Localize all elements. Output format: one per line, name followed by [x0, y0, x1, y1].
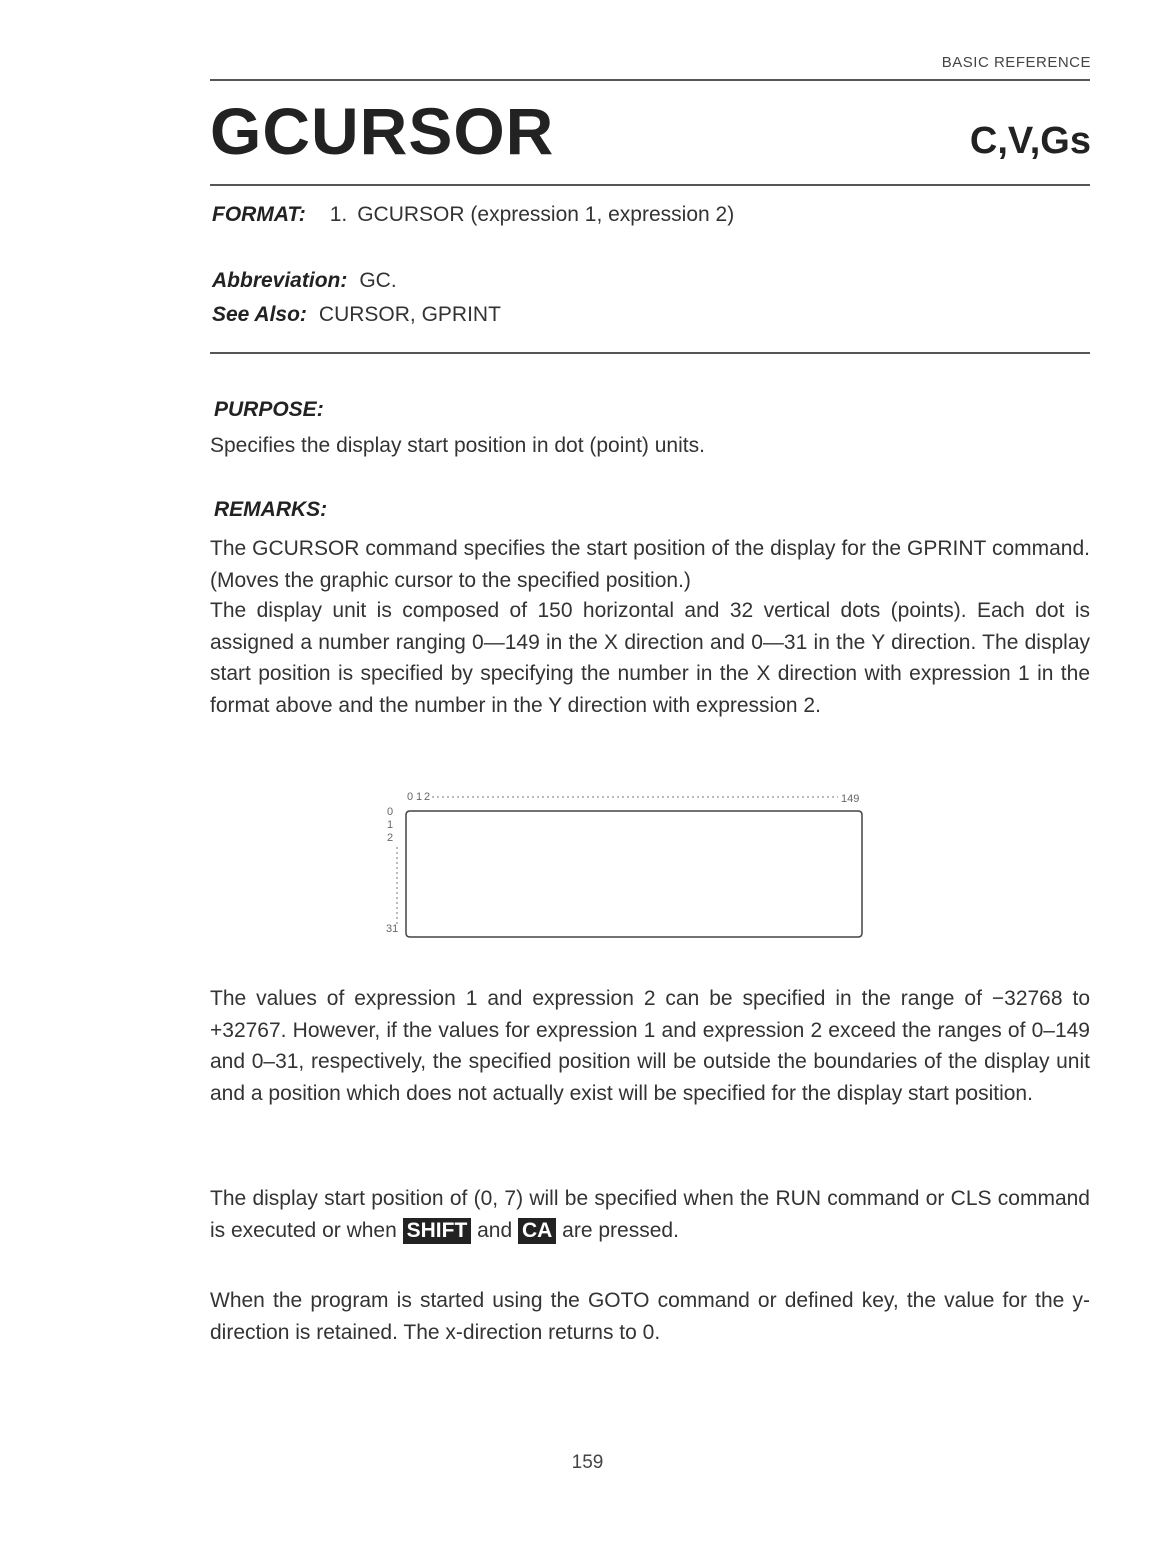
ca-key-icon: CA: [518, 1218, 556, 1244]
purpose-text: Specifies the display start position in dot (point) units.: [210, 434, 705, 457]
abbreviation-line: [212, 269, 397, 293]
y-label-2: 2: [387, 832, 394, 844]
running-head: BASIC REFERENCE: [941, 54, 1091, 71]
p4-text-before: The display start position of (0, 7) will be specified when the RUN command or CLS command is executed or when: [210, 1187, 1090, 1242]
abbreviation-label: Abbreviation:: [212, 269, 348, 292]
remarks-paragraph-4: [210, 1183, 1090, 1246]
page-number: 159: [571, 1452, 604, 1473]
y-label-1: 1: [387, 819, 394, 831]
abbreviation-value: GC.: [359, 269, 397, 292]
remarks-heading: REMARKS:: [214, 498, 328, 521]
header-rule: [210, 79, 1090, 81]
format-number: 1.: [329, 203, 348, 226]
purpose-heading: PURPOSE:: [214, 398, 324, 421]
see-also-label: See Also:: [212, 303, 307, 326]
remarks-paragraph-3: The values of expression 1 and expression 2 can be specified in the range of −32768 to +32767. However, if the values for expression 1 and expression 2 exceed the ranges of 0–149 and 0–31, respectively, the specified position will be outside the boundaries of the display unit and a position which does not actually exist will be specified for the display start position.: [210, 987, 1090, 1105]
shift-key-icon: SHIFT: [403, 1218, 472, 1244]
x-label-2: 2: [424, 791, 431, 803]
mode-indicator: C,V,Gs: [969, 120, 1091, 162]
x-label-0: 0: [407, 791, 414, 803]
format-label: FORMAT:: [212, 203, 306, 226]
title-rule: [210, 184, 1090, 186]
remarks-paragraph-2: The display unit is composed of 150 horizontal and 32 vertical dots (points). Each dot is assigned a number ranging 0—149 in the X direction and 0—31 in the Y direction. The display start position is specified by specifying the number in the X direction with expression 1 in the format above and the number in the Y direction with expression 2.: [210, 599, 1090, 717]
remarks-paragraph-5: When the program is started using the GOTO command or defined key, the value for the y-direction is retained. The x-direction returns to 0.: [210, 1289, 1090, 1344]
page-title: GCURSOR: [210, 94, 555, 168]
remarks-paragraph-1: The GCURSOR command specifies the start position of the display for the GPRINT command. (Moves the graphic cursor to the specified position.): [210, 537, 1090, 592]
see-also-line: [212, 303, 501, 327]
y-label-31: 31: [386, 923, 399, 935]
syntax-rule: [210, 352, 1090, 354]
format-text: GCURSOR (expression 1, expression 2): [357, 203, 735, 226]
see-also-value: CURSOR, GPRINT: [318, 303, 501, 326]
display-grid-diagram: [380, 785, 880, 945]
p4-text-after: are pressed.: [556, 1218, 679, 1242]
y-label-0: 0: [387, 806, 394, 818]
x-label-1: 1: [416, 791, 423, 803]
display-grid-outline: [380, 785, 880, 945]
p4-text-middle: and: [471, 1218, 518, 1242]
x-label-149: 149: [841, 793, 860, 805]
format-line: [212, 203, 734, 227]
